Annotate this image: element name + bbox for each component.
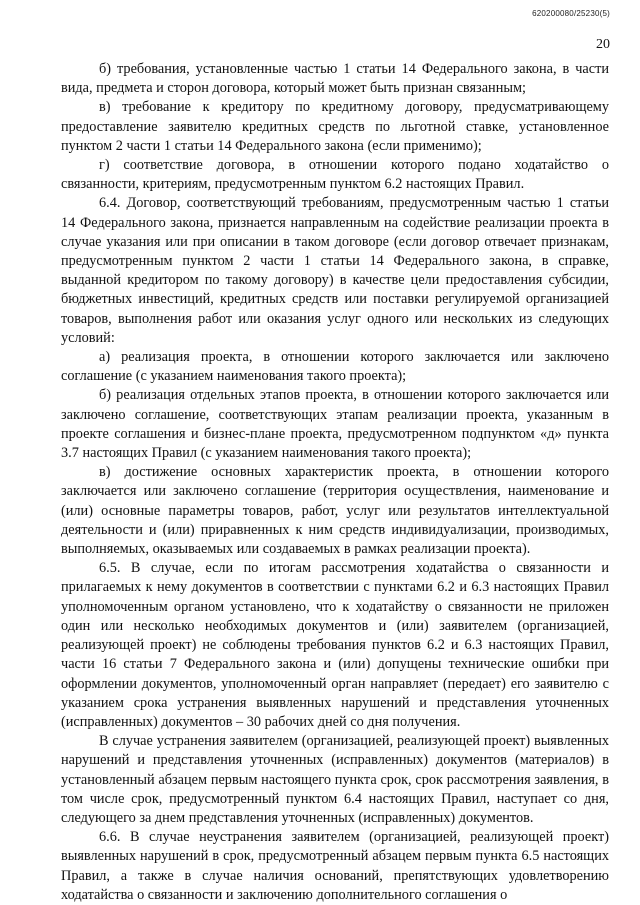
document-code: 620200080/25230(5) — [532, 9, 610, 18]
paragraph-6-6: 6.6. В случае неустранения заявителем (организацией, реализующей проект) выявленных нарушений в срок, предусмотренный абзацем первым пункта 6.5 настоящих Правил, а также в случае наличия оснований, препятствующих удовлетворению ходатайства о связанности и заключению дополнительного соглашения о — [61, 829, 609, 903]
paragraph-6-4-v: в) достижение основных характеристик проекта, в отношении которого заключается или заключено соглашение (территория осуществления, наименование и (или) основные параметры товаров, работ, услуг или результатов интеллектуальной деятельности и (или) приравненных к ним средств индивидуализации, производимых, выполняемых, оказываемых или создаваемых в рамках реализации проекта). — [61, 464, 609, 558]
paragraph-6-4: 6.4. Договор, соответствующий требованиям, предусмотренным частью 1 статьи 14 Федерального закона, признается направленным на содействие реализации проекта в случае указания или при описании в таком договоре (если договор отвечает признакам, предусмотренным пунктом 2 части 1 статьи 14 Федерального закона, в справке, выданной кредитором по такому договору) в качестве цели предоставления субсидии, бюджетных инвестиций, кредитных средств или поставки регулируемой организацией товаров, выполнения работ или оказания услуг одного или нескольких из следующих условий: — [61, 195, 609, 346]
paragraph-6-5: 6.5. В случае, если по итогам рассмотрения ходатайства о связанности и прилагаемых к нему документов в соответствии с пунктами 6.2 и 6.3 настоящих Правил уполномоченным органом установлено, что к ходатайству о связанности не приложен один или несколько необходимых документов и (или) заявителем (организацией, реализующей проект) не соблюдены требования пунктов 6.2 и 6.3 настоящих Правил, части 16 статьи 7 Федерального закона и (или) допущены технические ошибки при оформлении документов, уполномоченный орган направляет (передает) его заявителю с указанием срока устранения выявленных нарушений и представления уточненных (исправленных) документов – 30 рабочих дней со дня получения. — [61, 560, 609, 730]
paragraph-item-b-requirements: б) требования, установленные частью 1 статьи 14 Федерального закона, в части вида, предмета и сторон договора, который может быть признан связанным; — [61, 61, 609, 97]
page-number: 20 — [596, 37, 610, 52]
paragraph-item-v-creditor-requirement: в) требование к кредитору по кредитному договору, предусматривающему предоставление заявителю кредитных средств по льготной ставке, установленное пунктом 2 части 1 статьи 14 Федерального закона (если применимо); — [61, 99, 609, 154]
paragraph-6-5-second: В случае устранения заявителем (организацией, реализующей проект) выявленных нарушений и представления уточненных (исправленных) документов (материалов) в установленный абзацем первым настоящего пункта срок, срок рассмотрения заявления, в том числе срок, предусмотренный пунктом 6.4 настоящих Правил, наступает со дня, следующего за днем представления уточненных (исправленных) документов. — [61, 733, 609, 826]
paragraph-6-4-b: б) реализация отдельных этапов проекта, в отношении которого заключается или заключено соглашение, соответствующих этапам реализации проекта, указанным в проекте соглашения и бизнес-плане проекта, предусмотренном подпунктом «д» пункта 3.7 настоящих Правил (с указанием наименования такого проекта); — [61, 387, 609, 462]
paragraph-item-g-conformity: г) соответствие договора, в отношении которого подано ходатайство о связанности, критериям, предусмотренным пунктом 6.2 настоящих Правил. — [61, 157, 609, 193]
paragraph-6-4-a: а) реализация проекта, в отношении которого заключается или заключено соглашение (с указанием наименования такого проекта); — [61, 349, 609, 385]
document-body — [61, 60, 609, 905]
